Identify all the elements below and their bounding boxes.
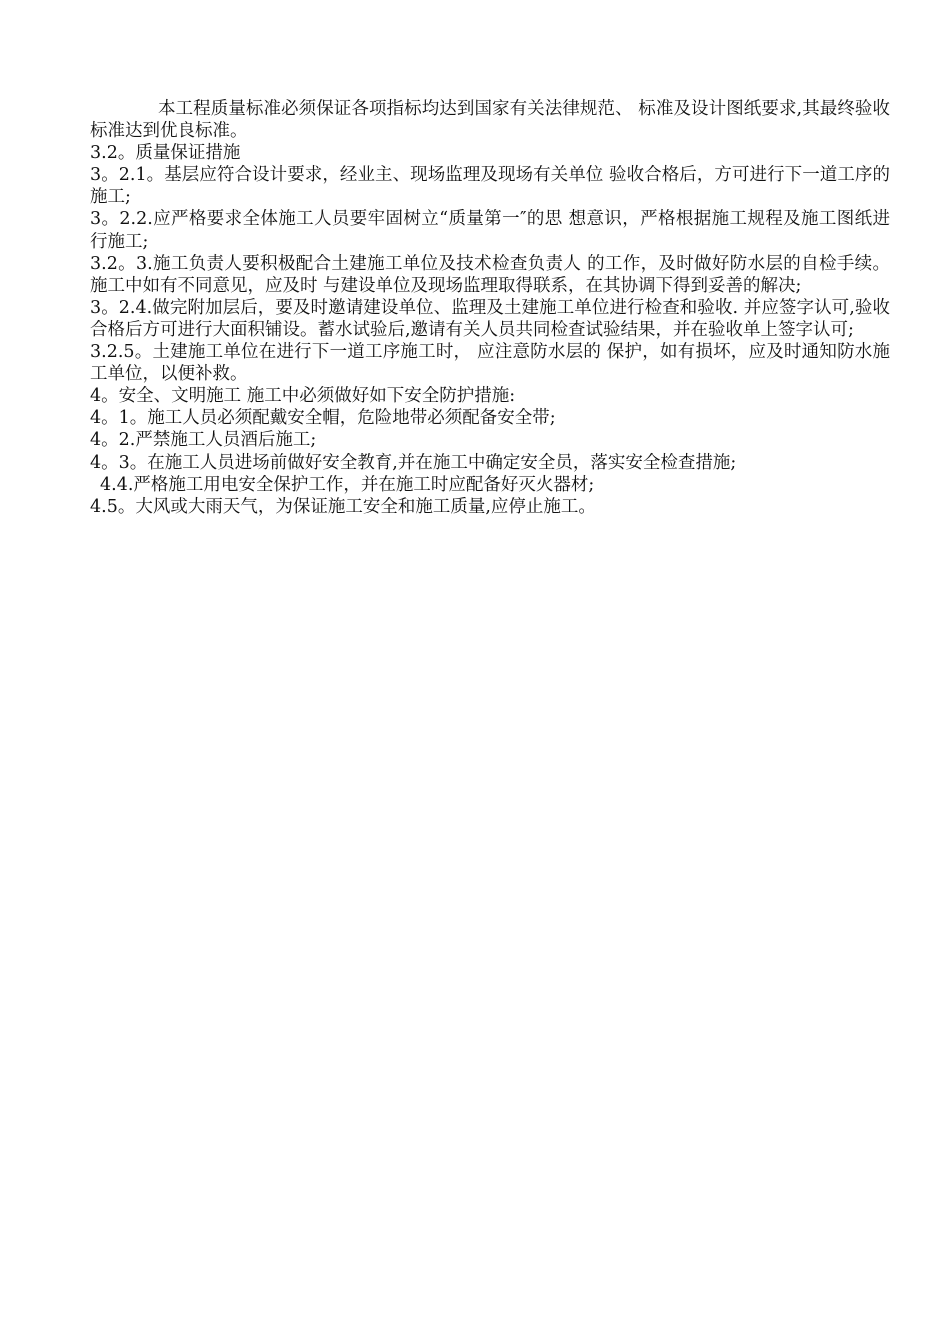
list-item: 3.2。3.施工负责人要积极配合土建施工单位及技术检查负责人 的工作，及时做好防水层的自检手续。施工中如有不同意见，应及时 与建设单位及现场监理取得联系，在其协调下得到妥善的解决;	[90, 253, 890, 296]
list-item: 3。2.1。基层应符合设计要求，经业主、现场监理及现场有关单位 验收合格后，方可进行下一道工序的施工;	[90, 165, 890, 208]
list-item: 4。1。施工人员必须配戴安全帽，危险地带必须配备安全带;	[90, 408, 556, 429]
list-item: 4.5。大风或大雨天气，为保证施工安全和施工质量,应停止施工。	[90, 496, 596, 517]
paragraph-quality-standard: 本工程质量标准必须保证各项指标均达到国家有关法律规范、 标准及设计图纸要求,其最终验收标准达到优良标准。	[90, 99, 890, 142]
list-item: 4。2.严禁施工人员酒后施工;	[90, 430, 317, 451]
heading-safety: 4。安全、文明施工 施工中必须做好如下安全防护措施:	[90, 386, 516, 407]
list-item: 3。2.4.做完附加层后，要及时邀请建设单位、监理及土建施工单位进行检查和验收. 并应签字认可,验收合格后方可进行大面积铺设。蓄水试验后,邀请有关人员共同检查试验结果，并在验收单上签字认可;	[90, 297, 890, 340]
document-body	[90, 98, 890, 518]
list-item: 3。2.2.应严格要求全体施工人员要牢固树立“质量第一″的思 想意识，严格根据施工规程及施工图纸进行施工;	[90, 209, 890, 252]
list-item: 3.2.5。土建施工单位在进行下一道工序施工时， 应注意防水层的 保护，如有损坏，应及时通知防水施工单位，以便补救。	[90, 342, 890, 385]
list-item: 4。3。在施工人员进场前做好安全教育,并在施工中确定安全员，落实安全检查措施;	[90, 452, 737, 473]
heading-quality-measures: 3.2。质量保证措施	[90, 143, 241, 164]
list-item: 4.4.严格施工用电安全保护工作，并在施工时应配备好灭火器材;	[100, 474, 595, 495]
